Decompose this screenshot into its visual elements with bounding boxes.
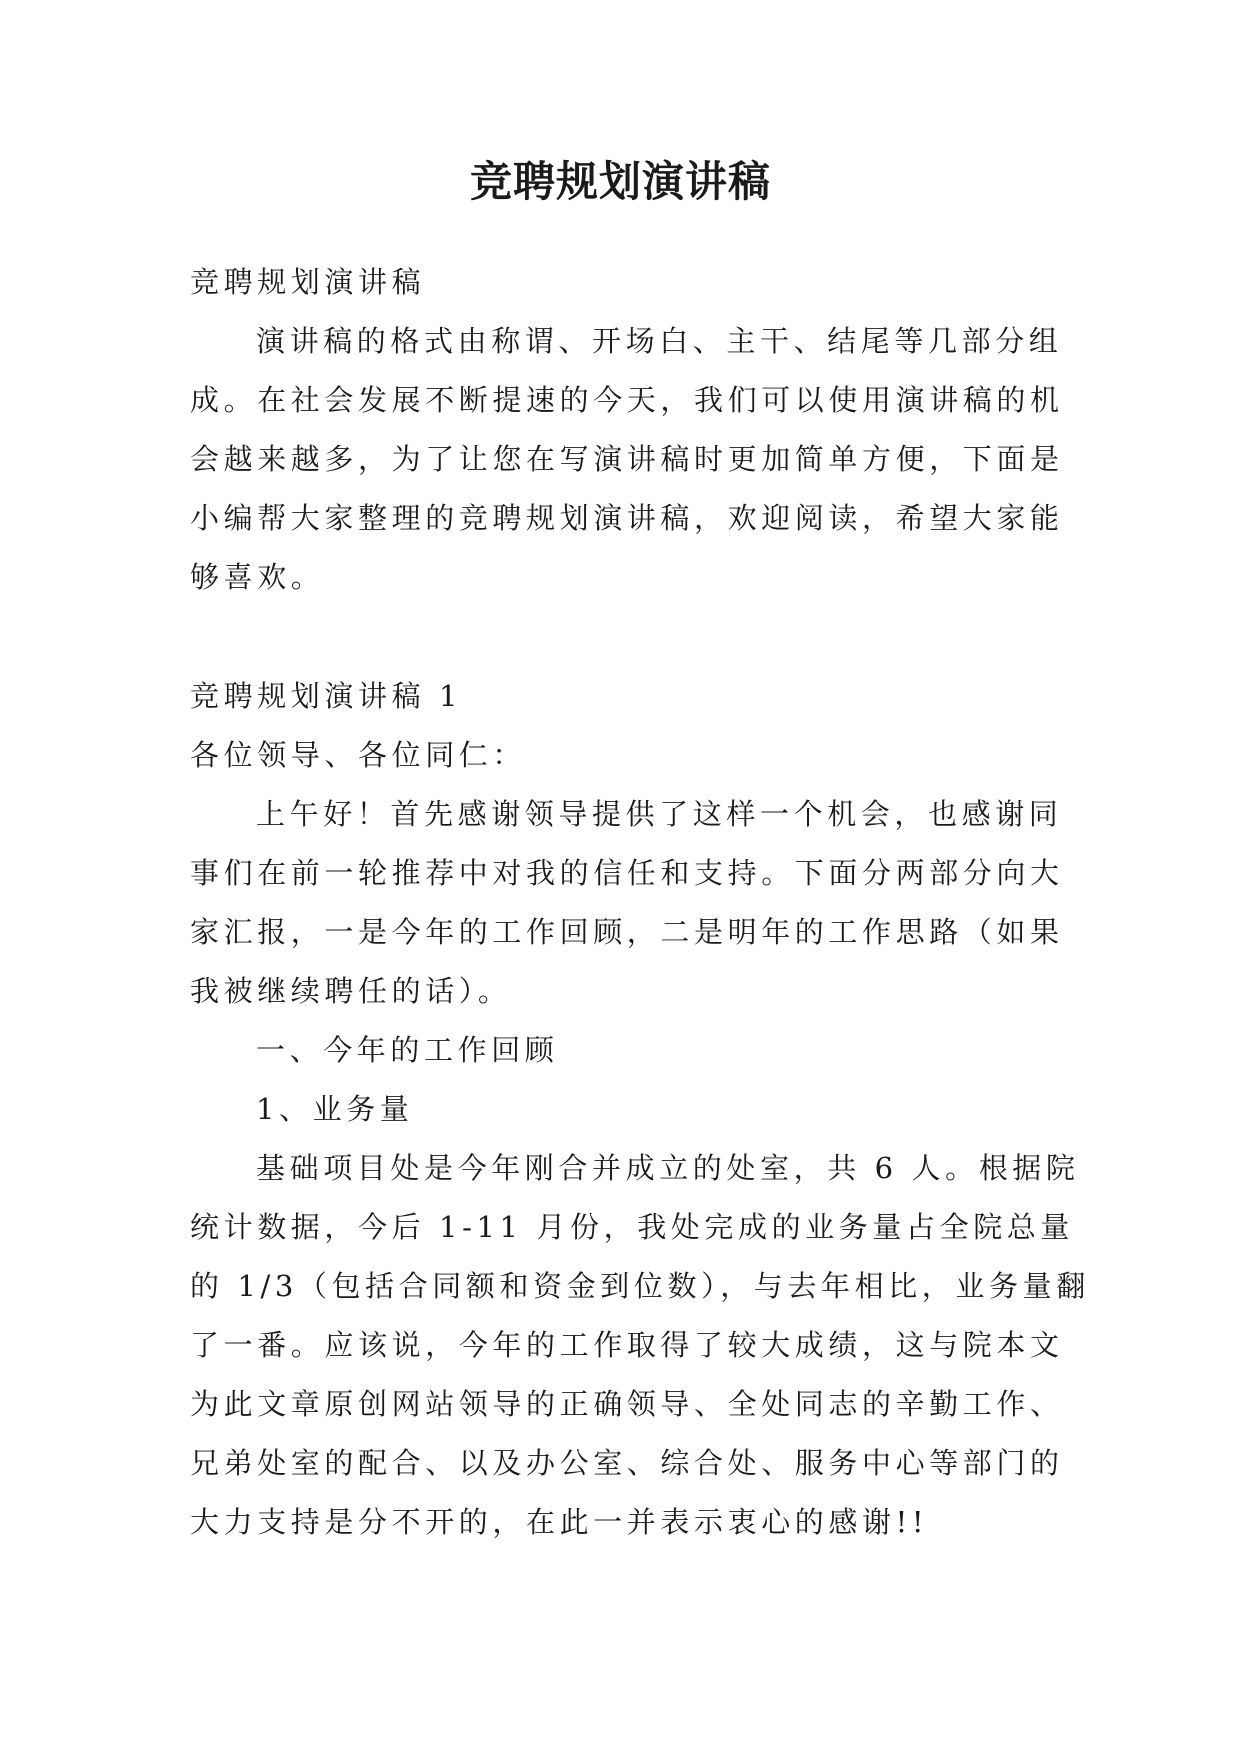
- text-line: 兄弟处室的配合、以及办公室、综合处、服务中心等部门的: [190, 1446, 1064, 1480]
- text-line: 成。在社会发展不断提速的今天，我们可以使用演讲稿的机: [190, 383, 1064, 417]
- text-line: 了一番。应该说，今年的工作取得了较大成绩，这与院本文: [190, 1328, 1064, 1362]
- text-line: 竞聘规划演讲稿: [190, 265, 426, 299]
- text-line: 统计数据，今后 1-11 月份，我处完成的业务量占全院总量: [190, 1210, 1074, 1244]
- document-title: 竞聘规划演讲稿: [469, 157, 771, 206]
- text-line: 会越来越多，为了让您在写演讲稿时更加简单方便，下面是: [190, 442, 1064, 476]
- text-line: 各位领导、各位同仁：: [190, 738, 527, 772]
- text-line: 基础项目处是今年刚合并成立的处室，共 6 人。根据院: [256, 1151, 1080, 1185]
- text-line: 一、今年的工作回顾: [256, 1033, 559, 1067]
- document-body: [190, 253, 1090, 1552]
- text-line: 1、业务量: [256, 1092, 414, 1126]
- text-line: 大力支持是分不开的，在此一并表示衷心的感谢!!: [190, 1505, 929, 1539]
- text-line: 竞聘规划演讲稿 1: [190, 679, 463, 713]
- text-line: 为此文章原创网站领导的正确领导、全处同志的辛勤工作、: [190, 1387, 1064, 1421]
- text-line: 家汇报，一是今年的工作回顾，二是明年的工作思路（如果: [190, 915, 1064, 949]
- text-line: 上午好！首先感谢领导提供了这样一个机会，也感谢同: [256, 797, 1063, 831]
- text-line: 小编帮大家整理的竞聘规划演讲稿，欢迎阅读，希望大家能: [190, 501, 1064, 535]
- text-line: 我被继续聘任的话）。: [190, 974, 512, 1008]
- text-line: 够喜欢。: [190, 560, 325, 594]
- text-line: 演讲稿的格式由称谓、开场白、主干、结尾等几部分组: [256, 324, 1063, 358]
- paragraph-gap: [190, 607, 1070, 667]
- text-line: 的 1/3（包括合同额和资金到位数），与去年相比，业务量翻: [190, 1269, 1090, 1303]
- text-line: 事们在前一轮推荐中对我的信任和支持。下面分两部分向大: [190, 856, 1064, 890]
